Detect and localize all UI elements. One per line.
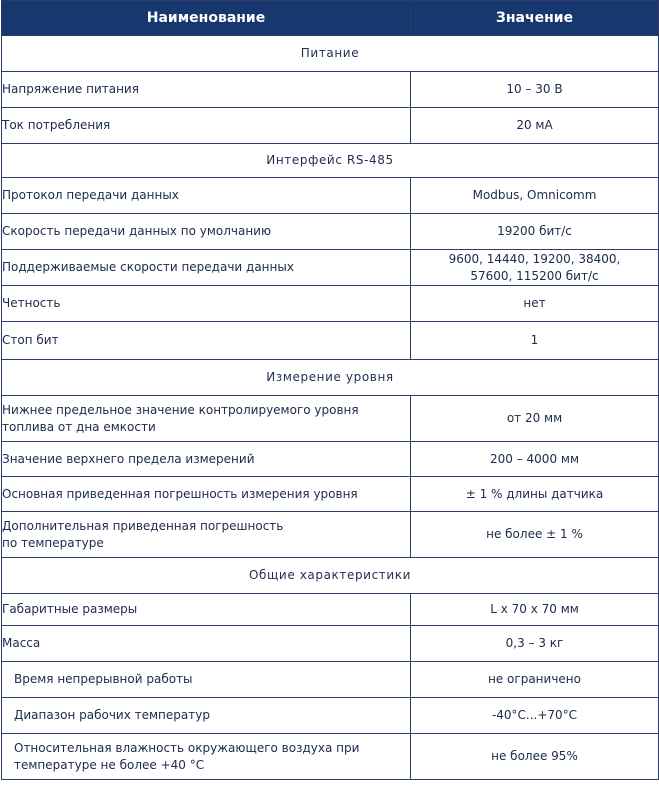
param-name: Время непрерывной работы: [2, 662, 411, 698]
section-row: [2, 144, 659, 178]
param-name: Ток потребления: [2, 108, 411, 144]
param-value: не ограничено: [411, 662, 659, 698]
param-name: [2, 512, 411, 558]
param-value: 19200 бит/с: [411, 214, 659, 250]
param-name: [2, 396, 411, 442]
name-line: Нижнее предельное значение контролируемого уровня: [2, 402, 359, 417]
param-name: Габаритные размеры: [2, 594, 411, 626]
param-name: Диапазон рабочих температур: [2, 698, 411, 734]
name-line: Дополнительная приведенная погрешность: [2, 518, 284, 533]
name-line: температуре не более +40 °С: [14, 757, 205, 772]
name-line: по температуре: [2, 535, 104, 550]
table-row: [2, 396, 659, 442]
section-title-level: Измерение уровня: [2, 360, 659, 396]
param-value: не более ± 1 %: [411, 512, 659, 558]
table-row: [2, 477, 659, 512]
section-title-power: Питание: [2, 36, 659, 72]
param-value: Modbus, Omnicomm: [411, 178, 659, 214]
table-row: [2, 322, 659, 360]
param-name: Значение верхнего предела измерений: [2, 442, 411, 477]
section-row: [2, 36, 659, 72]
param-value: ± 1 % длины датчика: [411, 477, 659, 512]
param-value: не более 95%: [411, 734, 659, 780]
name-line: топлива от дна емкости: [2, 419, 156, 434]
param-name: Скорость передачи данных по умолчанию: [2, 214, 411, 250]
param-value: [411, 250, 659, 286]
param-value: 10 – 30 В: [411, 72, 659, 108]
section-title-rs485: Интерфейс RS-485: [2, 144, 659, 178]
param-name: Основная приведенная погрешность измерения уровня: [2, 477, 411, 512]
table-row: [2, 250, 659, 286]
table-row: [2, 442, 659, 477]
param-value: нет: [411, 286, 659, 322]
table-row: [2, 214, 659, 250]
table-row: [2, 734, 659, 780]
param-name: Протокол передачи данных: [2, 178, 411, 214]
section-row: [2, 360, 659, 396]
param-value: 200 – 4000 мм: [411, 442, 659, 477]
table-header-row: [2, 1, 659, 36]
param-value: L x 70 x 70 мм: [411, 594, 659, 626]
param-name: Четность: [2, 286, 411, 322]
param-value: 0,3 – 3 кг: [411, 626, 659, 662]
table-row: [2, 512, 659, 558]
param-name: [2, 734, 411, 780]
table-row: [2, 286, 659, 322]
section-title-general: Общие характеристики: [2, 558, 659, 594]
header-value: Значение: [411, 1, 659, 36]
param-name: Напряжение питания: [2, 72, 411, 108]
table-row: [2, 626, 659, 662]
param-name: Масса: [2, 626, 411, 662]
param-value: 20 мА: [411, 108, 659, 144]
param-name: Стоп бит: [2, 322, 411, 360]
param-value: от 20 мм: [411, 396, 659, 442]
table-row: [2, 178, 659, 214]
table-row: [2, 108, 659, 144]
name-line: Относительная влажность окружающего воздуха при: [14, 740, 360, 755]
spec-table: [1, 0, 659, 780]
value-line: 9600, 14440, 19200, 38400,: [448, 251, 621, 266]
param-value: 1: [411, 322, 659, 360]
param-value: -40°С...+70°С: [411, 698, 659, 734]
param-name: Поддерживаемые скорости передачи данных: [2, 250, 411, 286]
table-row: [2, 72, 659, 108]
section-row: [2, 558, 659, 594]
value-line: 57600, 115200 бит/с: [470, 268, 599, 283]
table-row: [2, 662, 659, 698]
table-row: [2, 594, 659, 626]
header-name: Наименование: [2, 1, 411, 36]
table-row: [2, 698, 659, 734]
